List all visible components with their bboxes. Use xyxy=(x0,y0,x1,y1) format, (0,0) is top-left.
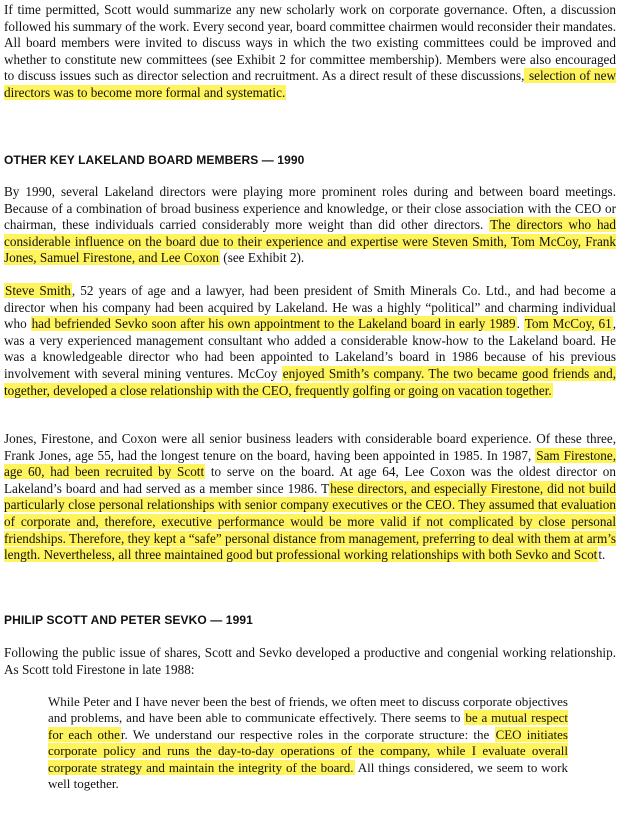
highlight: selection of new directors was to become more formal and systematic. xyxy=(4,68,616,100)
paragraph-prominent-directors xyxy=(4,184,616,267)
highlight: Steve Smith xyxy=(5,283,71,298)
section-heading-other-key-members: OTHER KEY LAKELAND BOARD MEMBERS — 1990 xyxy=(4,153,305,167)
paragraph-text: Following the public issue of shares, Scott and Sevko developed a productive and congenial working relationship. As Scott told Firestone in late 1988: xyxy=(4,645,616,677)
highlight: had befriended Sevko soon after his own appointment to the Lakeland board in early 1989 xyxy=(31,316,516,332)
highlight: hese directors, and especially Firestone, did not build particularly close personal relationships with senior company executives or the CEO. They assumed that evaluation of corporate and, therefore, executive performance would be more valid if not complicated by close personal friendships. Therefore, they kept a “safe” personal distance from management, preferring to deal with them at arm’s length. Nevertheless, all three maintained good but professional working relationships with both Sevko and Scot xyxy=(4,480,616,563)
paragraph-text: to serve on the board. At age 64, Lee Coxon was the oldest director on Lakeland’s board and had served as a member since 1986. T xyxy=(4,464,616,496)
paragraph-text: , was a very experienced management consultant who added a considerable know-how to the Lakeland board. He was a knowledgeable director who had been appointed to Lakeland’s board in 1986 because of his previous involvement with several mining ventures. McCoy xyxy=(4,316,616,381)
block-quote-scott xyxy=(48,694,568,792)
highlight: Tom McCoy, 61 xyxy=(524,316,612,332)
quote-text: All things considered, we seem to work well together. xyxy=(48,759,569,792)
paragraph-jones-firestone-coxon xyxy=(4,431,616,564)
highlight: The directors who had considerable influence on the board due to their experience and expertise were Steven Smith, Tom McCoy, Frank Jones, Samuel Firestone, and Lee Coxon xyxy=(4,217,616,266)
paragraph-text: By 1990, several Lakeland directors were playing more prominent roles during and between board meetings. Because of a combination of broad business experience and knowledge, or their close association with the CEO or chairman, these individuals carried considerably more weight than did other directors. xyxy=(4,184,616,233)
paragraph-text: t. xyxy=(598,547,606,563)
highlight: be a mutual respect for each othe xyxy=(48,710,568,742)
paragraph-working-relationship xyxy=(4,645,616,678)
highlight: CEO initiates corporate policy and runs the day-to-day operations of the company, while I evaluate overall corporate strategy and maintain the integrity of the board. xyxy=(48,726,568,775)
highlight: enjoyed Smith’s company. The two became good friends and, together, developed a close relationship with the CEO, frequently golfing or going on vacation together. xyxy=(4,365,616,398)
quote-text: While Peter and I have never been the best of friends, we often meet to discuss corporate objectives and problems, and have been able to communicate effectively. There seems to xyxy=(48,694,568,726)
paragraph-governance-discussions xyxy=(4,2,616,102)
paragraph-text: Jones, Firestone, and Coxon were all senior business leaders with considerable board experience. Of these three, Frank Jones, age 55, had the longest tenure on the board, having been appointed in 1985. In 1987, xyxy=(4,431,616,463)
paragraph-text: . xyxy=(516,316,524,332)
quote-text: r. We understand our respective roles in the corporate structure: the xyxy=(120,726,495,742)
paragraph-text: (see Exhibit 2). xyxy=(220,250,305,266)
highlight: Sam Firestone, age 60, had been recruited by Scott xyxy=(4,447,616,480)
section-heading-scott-sevko: PHILIP SCOTT AND PETER SEVKO — 1991 xyxy=(4,613,253,627)
paragraph-text: , 52 years of age and a lawyer, had been president of Smith Minerals Co. Ltd., and had become a director when his company had been acquired by Lakeland. He was a highly “political” and charming individual who xyxy=(4,283,616,332)
paragraph-smith-mccoy xyxy=(4,283,616,399)
paragraph-text: If time permitted, Scott would summarize any new scholarly work on corporate governance. Often, a discussion followed his summary of the work. Every second year, board committee chairmen would reconsider their mandates. All board members were invited to discuss ways in which the two existing committees could be improved and whether to constitute new committees (see Exhibit 2 for committee membership). Members were also encouraged to discuss issues such as director selection and recruitment. As a direct result of these discussions, xyxy=(4,2,616,84)
